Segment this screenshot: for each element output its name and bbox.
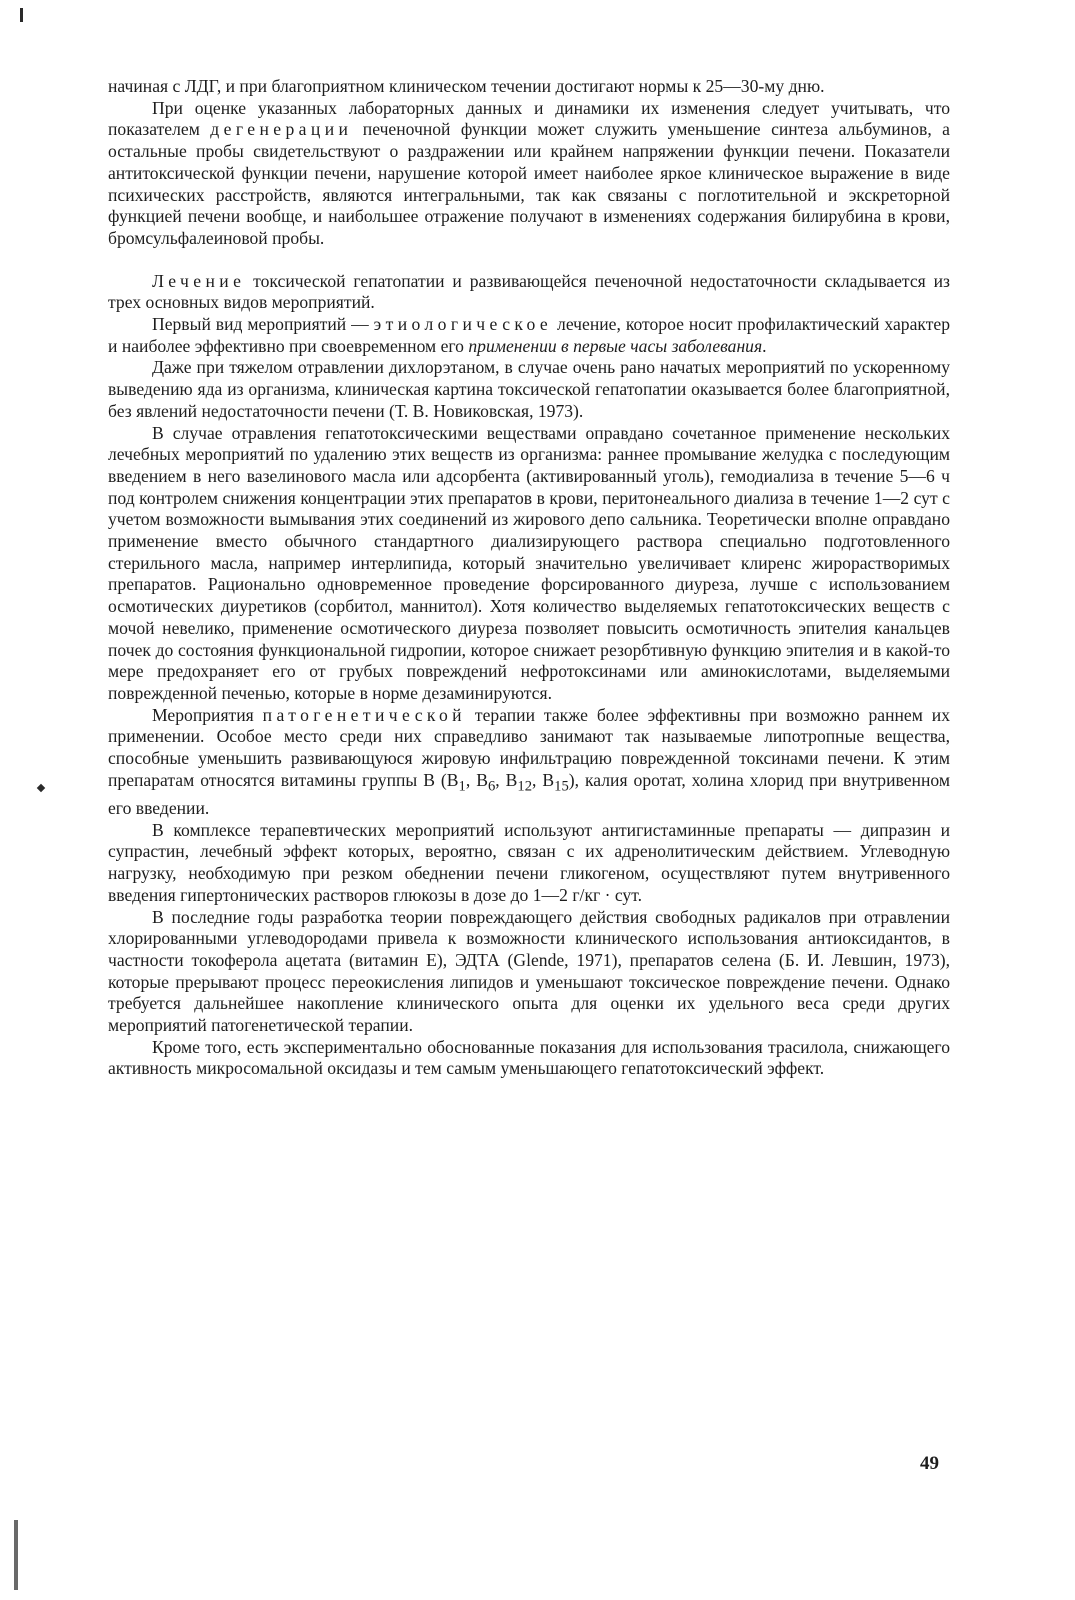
page-number: 49 [920, 1453, 939, 1474]
spaced-term-treatment: Лечение [152, 270, 246, 291]
paragraph-trasylol: Кроме того, есть экспериментально обоснованные показания для использования трасилола, снижающего активность микросомальной оксидазы и тем самым уменьшающего гепатотоксический эффект. [108, 1036, 950, 1079]
scan-artifact [14, 1520, 18, 1590]
paragraph-detox-measures: В случае отравления гепатотоксическими веществами оправдано сочетанное применение нескольких лечебных мероприятий по удалению этих веществ из организма: раннее промывание желудка с последующим введением в него вазелинового масла или адсорбента (активированный уголь), гемодиализа в течение 5—6 ч под контролем снижения концентрации этих препаратов в крови, перитонеального диализа в течение 1—2 сут с учетом возможности вымывания этих соединений из жирового депо сальника. Теоретически вполне оправдано применение вместо обычного стандартного диализирующего раствора специально подготовленного стерильного масла, например интерлипида, который значительно увеличивает клиренс жирорастворимых препаратов. Рационально одновременное проведение форсированного диуреза, лучше с использованием осмотических диуретиков (сорбитол, маннитол). Хотя количество выделяемых гепатотоксических веществ с мочой невелико, применение осмотического диуреза позволяет повысить осмотичность эпителия канальцев почек до состояния функциональной гидропии, которое снижает резорбтивную функцию эпителия и в какой-то мере предохраняет его от грубых повреждений нефротоксинами или аминокислотами, выделяемыми поврежденной печенью, которые в норме дезаминируются. [108, 422, 950, 703]
paragraph-treatment-intro: Лечение токсической гепатопатии и развивающейся печеночной недостаточности складывается из трех основных видов мероприятий. [108, 270, 950, 313]
paragraph-etiological: Первый вид мероприятий — этиологическое лечение, которое носит профилактический характер и наиболее эффективно при своевременном его применении в первые часы заболевания. [108, 314, 950, 356]
paragraph-continuation: начиная с ЛДГ, и при благоприятном клиническом течении достигают нормы к 25—30-му дню. [108, 76, 825, 96]
italic-emphasis: применении в первые часы заболевания [468, 335, 763, 356]
spaced-term-pathogenetic: патогенетической [262, 704, 466, 725]
page-body [108, 76, 950, 1080]
spaced-term-degeneration: дегенерации [210, 119, 353, 140]
paragraph-antioxidants: В последние годы разработка теории повреждающего действия свободных радикалов при отравлении хлорированными углеводородами привела к возможности клинического использования антиоксидантов, в частности токоферола ацетата (витамин Е), ЭДТА (Glende, 1971), препаратов селена (Б. И. Левшин, 1973), которые прерывают процесс переокисления липидов и уменьшают токсическое повреждение печени. Однако требуется дальнейшее накопление клинического опыта для оценки их удельного веса среди других мероприятий патогенетической терапии. [108, 906, 950, 1036]
paragraph-dichloroethane: Даже при тяжелом отравлении дихлорэтаном, в случае очень рано начатых мероприятий по ускоренному выведению яда из организма, клиническая картина токсической гепатопатии оказывается более благоприятной, без явлений недостаточности печени (Т. В. Новиковская, 1973). [108, 357, 950, 421]
scan-artifact [20, 8, 23, 22]
paragraph-antihistamines: В комплексе терапевтических мероприятий используют антигистаминные препараты — дипразин и супрастин, лечебный эффект которых, вероятно, связан с их адренолитическим действием. Углеводную нагрузку, необходимую при резком обеднении печени гликогеном, осуществляют путем внутривенного введения гипертонических растворов глюкозы в дозе до 1—2 г/кг · сут. [108, 819, 950, 905]
spaced-term-etiological: этиологическое [373, 314, 553, 335]
paragraph-lab-assessment: При оценке указанных лабораторных данных и динамики их изменения следует учитывать, что показателем дегенерации печеночной функции может служить уменьшение синтеза альбуминов, а остальные пробы свидетельствуют о раздражении или крайнем напряжении функции печени. Показатели антитоксической функции печени, нарушение которой имеет наиболее яркое клиническое выражение в виде психических расстройств, являются интегральными, так как связаны с поглотительной и экскреторной функцией печени вообще, и наибольшее отражение получают в изменениях содержания билирубина в крови, бромсульфалеиновой пробы. [108, 97, 950, 248]
scan-artifact [37, 784, 45, 792]
paragraph-pathogenetic: Мероприятия патогенетической терапии также более эффективны при возможно раннем их применении. Особое место среди них справедливо занимают так называемые липотропные вещества, способные уменьшить развивающуюся жировую инфильтрацию поврежденной токсинами печени. К этим препаратам относятся витамины группы В ($В_1$, $В_6$, $В_{12}$, $В_{15}$), калия оротат, холина хлорид при внутривенном его введении. [108, 704, 950, 819]
